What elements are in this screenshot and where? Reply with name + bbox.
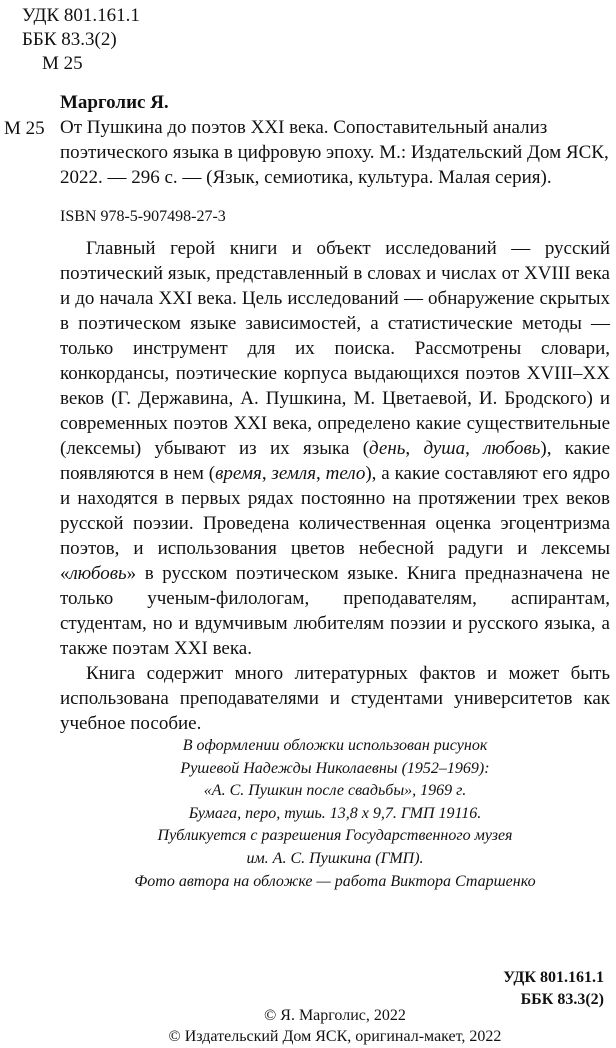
keyword: душа <box>423 438 466 459</box>
separator: , <box>405 438 424 459</box>
abstract <box>60 236 610 736</box>
bibliographic-description: От Пушкина до поэтов XXI века. Сопоставительный анализ поэтического языка в цифровую эпоху. М.: Издательский Дом ЯСК, 2022. — 296 с. — (Язык, семиотика, культура. Малая серия). <box>60 117 609 188</box>
author-name: Марголис Я. <box>60 92 169 113</box>
keyword: время <box>215 463 262 484</box>
bbk-code: ББК 83.3(2) <box>22 29 117 50</box>
keyword: тело <box>325 463 366 484</box>
credit-line: Бумага, перо, тушь. 13,8 х 9,7. ГМП 19116. <box>188 804 482 822</box>
copyright <box>60 1005 610 1047</box>
separator: , <box>465 438 484 459</box>
cover-credits <box>60 735 610 893</box>
abstract-text: » в русском поэтическом языке. Книга предназначена не только ученым-филологам, преподавателям, аспирантам, студентам, но и вдумчивым любителям поэзии и русского языка, а также поэтам XXI века. <box>60 563 610 659</box>
abstract-paragraph <box>60 236 610 661</box>
credit-line: им. А. С. Пушкина (ГМП). <box>246 849 424 867</box>
keyword: земля <box>271 463 317 484</box>
abstract-text: Главный герой книги и объект исследований — русский поэтический язык, представленный в словах и числах от XVIII века и до начала XXI века. Цель исследований — обнаружение скрытых в поэтическом языке зависимостей, а статистические методы — только инструмент для их поиска. Рассмотрены словари, конкордансы, поэтические корпуса выдающихся поэтов XVIII–XX веков (Г. Державина, А. Пушкина, М. Цветаевой, И. Бродского) и современных поэтов XXI века, определено какие существительные (лексемы) убывают из их языка ( <box>60 238 610 459</box>
credit-line: Рушевой Надежды Николаевны (1952–1969): <box>180 759 490 777</box>
keyword: любовь <box>69 563 127 584</box>
isbn: ISBN 978-5-907498-27-3 <box>60 208 226 225</box>
abstract-text: ), а какие составляют его ядро и находятся в первых рядах постоянно на протяжении трех веков русской поэзии. Проведена количественная оценка эгоцентризма поэтов, и использования цветов небесной радуги и лексемы « <box>60 463 611 584</box>
footer-udk: УДК 801.161.1 <box>503 969 604 986</box>
credit-line: «А. С. Пушкин после свадьбы», 1969 г. <box>203 782 467 800</box>
credit-line: Публикуется с разрешения Государственного музея <box>157 827 513 845</box>
copyright-line: © Я. Марголис, 2022 <box>264 1007 406 1024</box>
copyright-line: © Издательский Дом ЯСК, оригинал-макет, 2022 <box>168 1028 502 1045</box>
credit-line: В оформлении обложки использован рисунок <box>182 737 488 754</box>
bibliographic-entry <box>60 90 610 190</box>
udk-code: УДК 801.161.1 <box>22 5 140 26</box>
abstract-paragraph: Книга содержит много литературных фактов и может быть использована преподавателями и студентами университетов как учебное пособие. <box>60 663 610 734</box>
abstract-text: ), какие появляются в нем ( <box>60 438 610 484</box>
separator: , <box>261 463 272 484</box>
classification-codes <box>22 4 140 76</box>
keyword: день <box>369 438 406 459</box>
footer-bbk: ББК 83.3(2) <box>520 991 604 1008</box>
separator: , <box>316 463 326 484</box>
author-mark: М 25 <box>42 53 83 74</box>
credit-line: Фото автора на обложке — работа Виктора Старшенко <box>134 872 536 890</box>
keyword: любовь <box>483 438 541 459</box>
bibliography-mark: М 25 <box>4 118 45 139</box>
